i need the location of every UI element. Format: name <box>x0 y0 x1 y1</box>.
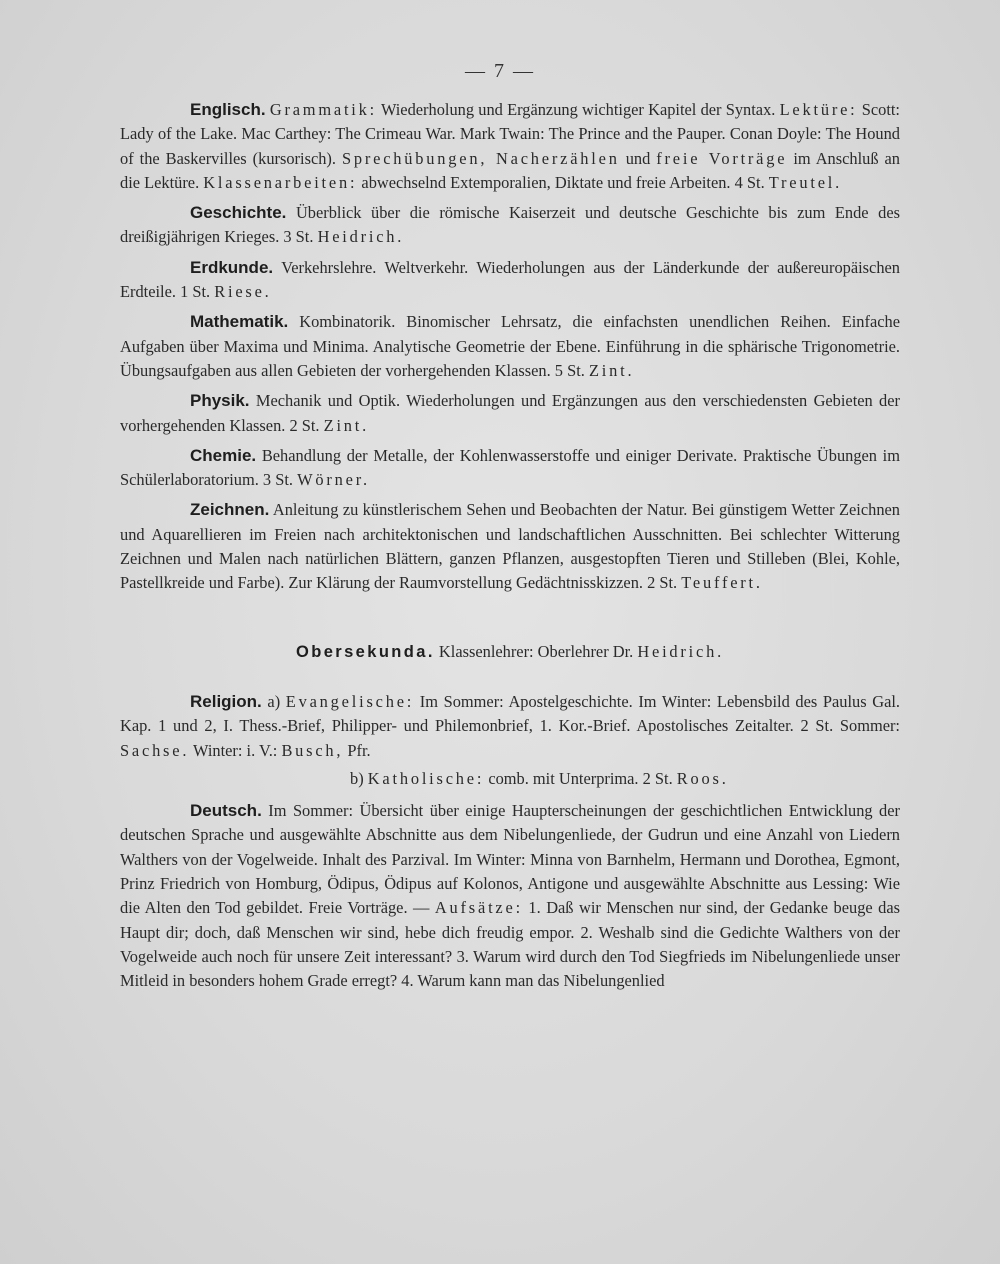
page-number: — 7 — <box>465 60 535 82</box>
body-text: Klassenlehrer: Oberlehrer Dr. <box>434 641 638 661</box>
spaced-label: Grammatik: <box>269 100 378 119</box>
teacher-name: Busch, <box>281 740 344 760</box>
teacher-name: Riese. <box>214 282 272 302</box>
spaced-label: Sprechübungen, Nacherzählen <box>341 148 620 168</box>
teacher-name: Heidrich. <box>637 641 725 661</box>
teacher-name: Roos. <box>676 768 729 788</box>
section-englisch <box>120 98 900 195</box>
subject-heading: Englisch. <box>190 100 266 119</box>
subject-heading: Physik. <box>190 391 250 411</box>
teacher-name: Sachse. <box>120 740 190 760</box>
section-mathematik <box>120 310 900 383</box>
body-text: Mechanik und Optik. Wiederholungen und Ergänzungen aus den verschiedensten Gebieten der vorhergehenden Klassen. 2 St. <box>120 391 900 435</box>
body-text: und <box>619 148 657 168</box>
section-physik <box>120 389 900 438</box>
section-erdkunde <box>120 256 900 305</box>
teacher-name: Teuffert. <box>681 573 763 593</box>
body-text: Anleitung zu künstlerischem Sehen und Beobachten der Natur. Bei günstigem Wetter Zeichnen und Aquarellieren im Freien nach architektonischen und landschaftlichen Ausschnitten. Bei schlechter Witterung Zeichnen und Malen nach natürlichen Blättern, ganzen Pflanzen, ausgestopften Tieren und Stilleben (Blei, Kohle, Pastellkreide und Farbe). Zur Klärung der Raumvorstellung Gedächtnisskizzen. 2 St. <box>120 500 900 593</box>
spaced-label: freie Vorträge <box>656 148 788 168</box>
document-body <box>120 98 900 1000</box>
section-religion-b <box>120 767 900 791</box>
body-text: a) <box>261 691 286 711</box>
subject-heading: Zeichnen. <box>190 500 270 520</box>
subject-heading: Chemie. <box>190 445 257 465</box>
body-text: Im Sommer: Übersicht über einige Haupterscheinungen der geschichtlichen Entwicklung der deutschen Sprache und ausgewählte Abschnitte aus dem Nibelungenliede, der Gudrun und eine Anzahl von Liedern Walthers von der Vogelweide. Inhalt des Parzival. Im Winter: Minna von Barnhelm, Hermann und Dorothea, Egmont, Prinz Friedrich von Homburg, Ödipus, Ödipus auf Kolonos, Antigone und ausgewählte Abschnitte aus Lessing: Wie die Alten den Tod gebildet. Freie Vorträge. — <box>120 801 900 918</box>
subject-heading: Erdkunde. <box>190 257 274 277</box>
subject-heading: Mathematik. <box>190 312 289 332</box>
body-text: comb. mit Unterprima. 2 St. <box>484 768 677 788</box>
subject-heading: Geschichte. <box>190 203 287 223</box>
body-text: 1. Daß wir Menschen nur sind, der Gedanke beuge das Haupt dir; doch, daß Menschen wir sind, hebe dich freudig empor. 2. Weshalb sind die Gedichte Walthers von der Vogelweide auch noch für unsere Zeit interessant? 3. Warum wird durch den Tod Siegfrieds im Nibelungenliede unser Mitleid in besonders hohem Grade erregt? 4. Warum kann man das Nibelungenlied <box>120 898 900 991</box>
body-text: Kombinatorik. Binomischer Lehrsatz, die einfachsten unendlichen Reihen. Einfache Aufgaben über Maxima und Minima. Analytische Geometrie der Ebene. Einführung in die sphärische Trigonometrie. Übungsaufgaben aus allen Gebieten der vorhergehenden Klassen. 5 St. <box>120 312 900 380</box>
body-text: Scott: Lady of the Lake. Mac Carthey: The Crimeau War. Mark Twain: The Prince and the Pauper. Conan Doyle: The Hound of the Baskervilles (kursorisch). <box>120 100 900 168</box>
teacher-name: Wörner. <box>297 470 370 490</box>
section-religion <box>120 690 900 763</box>
body-text: Im Sommer: Apostelgeschichte. Im Winter: Lebensbild des Paulus Gal. Kap. 1 und 2, I. Thess.-Brief, Philipper- und Philemonbrief, 1. Kor.-Brief. Apostolisches Zeitalter. 2 St. Sommer: <box>120 691 900 736</box>
teacher-name: Heidrich. <box>317 227 405 247</box>
spaced-label: Katholische: <box>367 768 485 788</box>
body-text: abwechselnd Extemporalien, Diktate und freie Arbeiten. 4 St. <box>357 172 769 192</box>
section-chemie <box>120 444 900 493</box>
class-heading-obersekunda <box>120 640 900 664</box>
spaced-label: Aufsätze: <box>434 898 523 918</box>
teacher-name: Zint. <box>323 415 370 435</box>
section-zeichnen <box>120 498 900 595</box>
teacher-name: Zint. <box>588 360 635 380</box>
body-text: im Anschluß an die Lektüre. <box>120 148 901 192</box>
teacher-name: Treutel. <box>768 172 843 192</box>
body-text: Wiederholung und Ergänzung wichtiger Kapitel der Syntax. <box>377 100 780 119</box>
body-text: Behandlung der Metalle, der Kohlenwasserstoffe und einiger Derivate. Praktische Übungen im Schülerlaboratorium. 3 St. <box>120 445 900 490</box>
section-geschichte <box>120 201 900 250</box>
spaced-label: Lektüre: <box>779 100 858 119</box>
subject-heading: Religion. <box>190 691 262 711</box>
spaced-label: Klassenarbeiten: <box>203 172 358 192</box>
subject-heading: Deutsch. <box>190 801 262 821</box>
body-text: b) <box>350 768 368 788</box>
spaced-label: Evangelische: <box>285 691 415 711</box>
body-text: Winter: i. V.: <box>189 740 282 760</box>
class-name: Obersekunda. <box>295 642 435 661</box>
body-text: Verkehrslehre. Weltverkehr. Wiederholungen aus der Länderkunde der außereuropäischen Erdteile. 1 St. <box>120 257 900 302</box>
body-text: Pfr. <box>343 740 371 760</box>
body-text: Überblick über die römische Kaiserzeit und deutsche Geschichte bis zum Ende des dreißigjährigen Krieges. 3 St. <box>120 203 900 247</box>
section-deutsch <box>120 799 900 993</box>
